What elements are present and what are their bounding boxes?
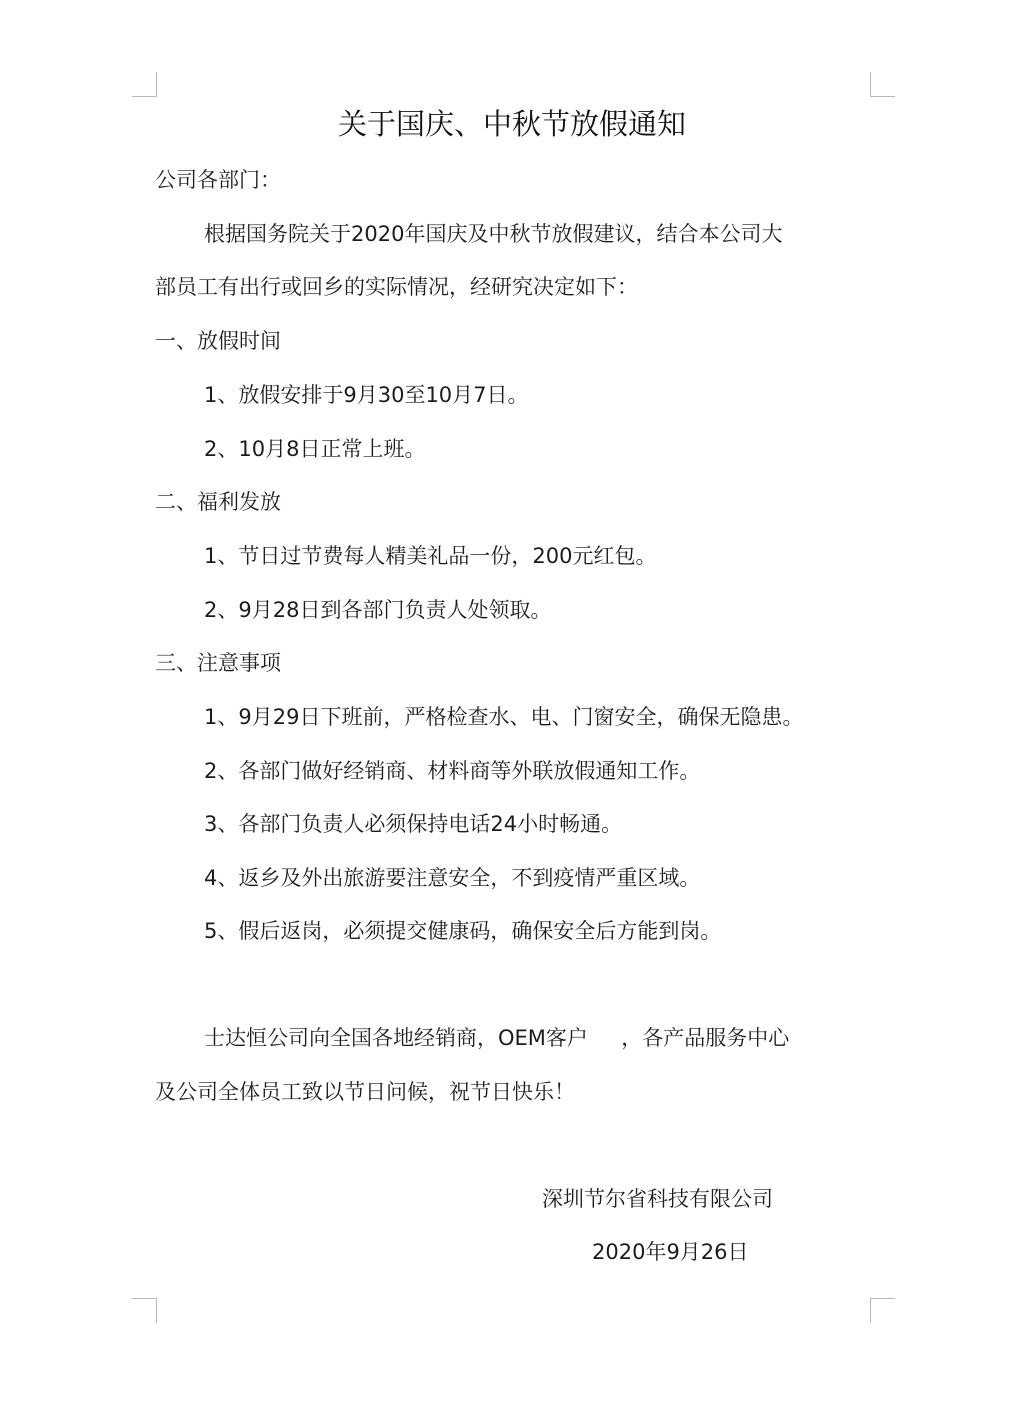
section-heading-notes: 三、注意事项 [155,651,281,675]
list-item: 5、假后返岗，必须提交健康码，确保安全后方能到岗。 [204,919,722,943]
crop-mark-bottom-left [132,1298,157,1323]
list-item: 4、返乡及外出旅游要注意安全，不到疫情严重区域。 [204,866,701,890]
signature-date: 2020年9月26日 [592,1240,749,1264]
crop-mark-top-left [132,72,157,97]
section-heading-holiday-time: 一、放假时间 [155,329,281,353]
list-item: 1、9月29日下班前，严格检查水、电、门窗安全，确保无隐患。 [204,705,804,729]
crop-mark-bottom-right [870,1298,895,1323]
intro-line-1: 根据国务院关于2020年国庆及中秋节放假建议，结合本公司大 [204,222,783,246]
closing-line-1: 士达恒公司向全国各地经销商，OEM客户 ，各产品服务中心 [204,1026,790,1050]
crop-mark-top-right [870,72,895,97]
closing-line-2: 及公司全体员工致以节日问候，祝节日快乐！ [155,1080,575,1104]
list-item: 1、放假安排于9月30至10月7日。 [204,383,529,407]
list-item: 1、节日过节费每人精美礼品一份，200元红包。 [204,544,657,568]
salutation: 公司各部门： [155,168,281,192]
list-item: 2、10月8日正常上班。 [204,437,426,461]
list-item: 2、9月28日到各部门负责人处领取。 [204,598,552,622]
section-heading-benefits: 二、福利发放 [155,490,281,514]
document-title: 关于国庆、中秋节放假通知 [337,107,686,141]
intro-line-2: 部员工有出行或回乡的实际情况，经研究决定如下： [155,275,638,299]
list-item: 2、各部门做好经销商、材料商等外联放假通知工作。 [204,759,701,783]
list-item: 3、各部门负责人必须保持电话24小时畅通。 [204,812,623,836]
company-signature: 深圳节尔省科技有限公司 [542,1187,773,1211]
